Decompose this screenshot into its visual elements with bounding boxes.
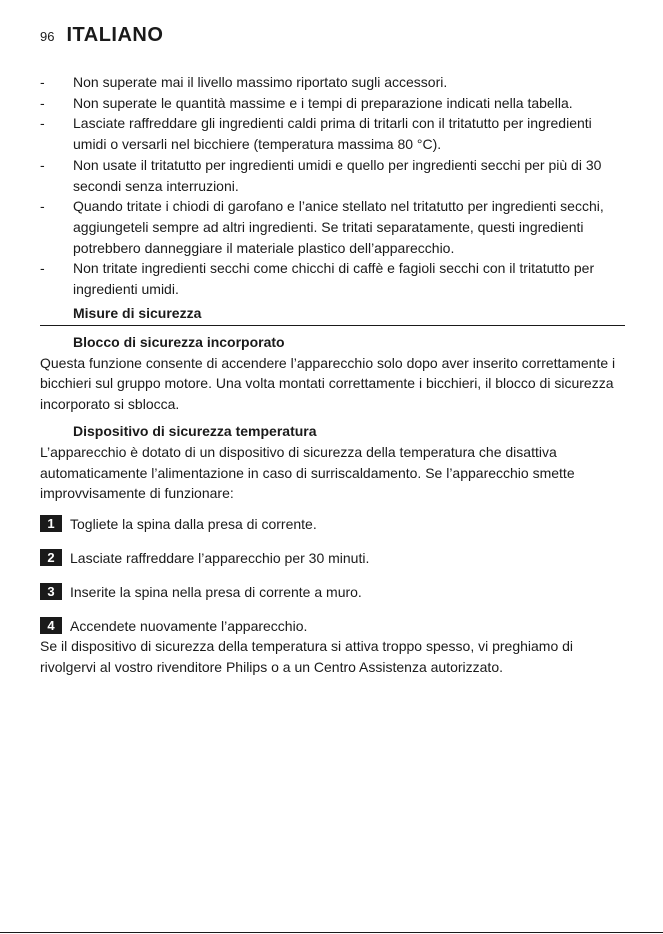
safety-heading: Misure di sicurezza <box>40 303 625 326</box>
builtin-lock-text: Questa funzione consente di accendere l’apparecchio solo dopo aver inserito correttamente i bicchieri sul gruppo motore. Una volta montati correttamente i bicchieri, il blocco di sicurezza incorporato si sblocca. <box>40 354 616 413</box>
list-item: - Quando tritate i chiodi di garofano e l’anice stellato nel tritatutto per ingredienti secchi, aggiungeteli sempre ad altri ingredienti. Se tritati separatamente, questi ingredienti potrebbero danneggiare il materiale plastico dell’apparecchio. <box>40 198 604 256</box>
step-text: Accendete nuovamente l’apparecchio. <box>70 617 308 634</box>
list-item: - Non superate mai il livello massimo riportato sugli accessori. <box>40 74 448 90</box>
list-item: - Non usate il tritatutto per ingredienti umidi e quello per ingredienti secchi per più di 30 secondi senza interruzioni. <box>40 156 602 194</box>
precautions-list <box>40 72 625 300</box>
closing-text: Se il dispositivo di sicurezza della temperatura si attiva troppo spesso, vi preghiamo di rivolgervi al vostro rivenditore Philips o a un Centro Assistenza autorizzato. <box>40 637 574 675</box>
section-title: ITALIANO <box>66 24 164 46</box>
step-text: Inserite la spina nella presa di corrente a muro. <box>70 583 362 600</box>
step-text: Lasciate raffreddare l’apparecchio per 30 minuti. <box>70 549 370 566</box>
page-content <box>40 72 625 677</box>
step-number-badge: 1 <box>40 515 62 532</box>
step-number-badge: 3 <box>40 583 62 600</box>
temperature-text: L’apparecchio è dotato di un dispositivo di sicurezza della temperatura che disattiva automaticamente l’alimentazione in caso di surriscaldamento. Se l’apparecchio smette improvvisamente di funzionare: <box>40 443 575 502</box>
step-text: Togliete la spina dalla presa di corrente. <box>70 515 317 532</box>
step-2 <box>40 548 625 568</box>
temperature-heading: Dispositivo di sicurezza temperatura <box>73 422 317 439</box>
step-number-badge: 4 <box>40 617 62 634</box>
step-1 <box>40 514 625 534</box>
list-item: - Lasciate raffreddare gli ingredienti caldi prima di tritarli con il tritatutto per ingredienti umidi o versarli nel bicchiere (temperatura massima 80 °C). <box>40 115 592 153</box>
step-3 <box>40 582 625 602</box>
page-number: 96 <box>40 29 55 44</box>
page-header <box>40 24 163 47</box>
step-number-badge: 2 <box>40 549 62 566</box>
builtin-lock-heading: Blocco di sicurezza incorporato <box>73 333 285 350</box>
list-item: - Non superate le quantità massime e i tempi di preparazione indicati nella tabella. <box>40 94 573 111</box>
step-4 <box>40 616 625 636</box>
list-item: - Non tritate ingredienti secchi come chicchi di caffè e fagioli secchi con il tritatutto per ingredienti umidi. <box>40 260 595 298</box>
page-bottom-rule <box>0 932 663 933</box>
